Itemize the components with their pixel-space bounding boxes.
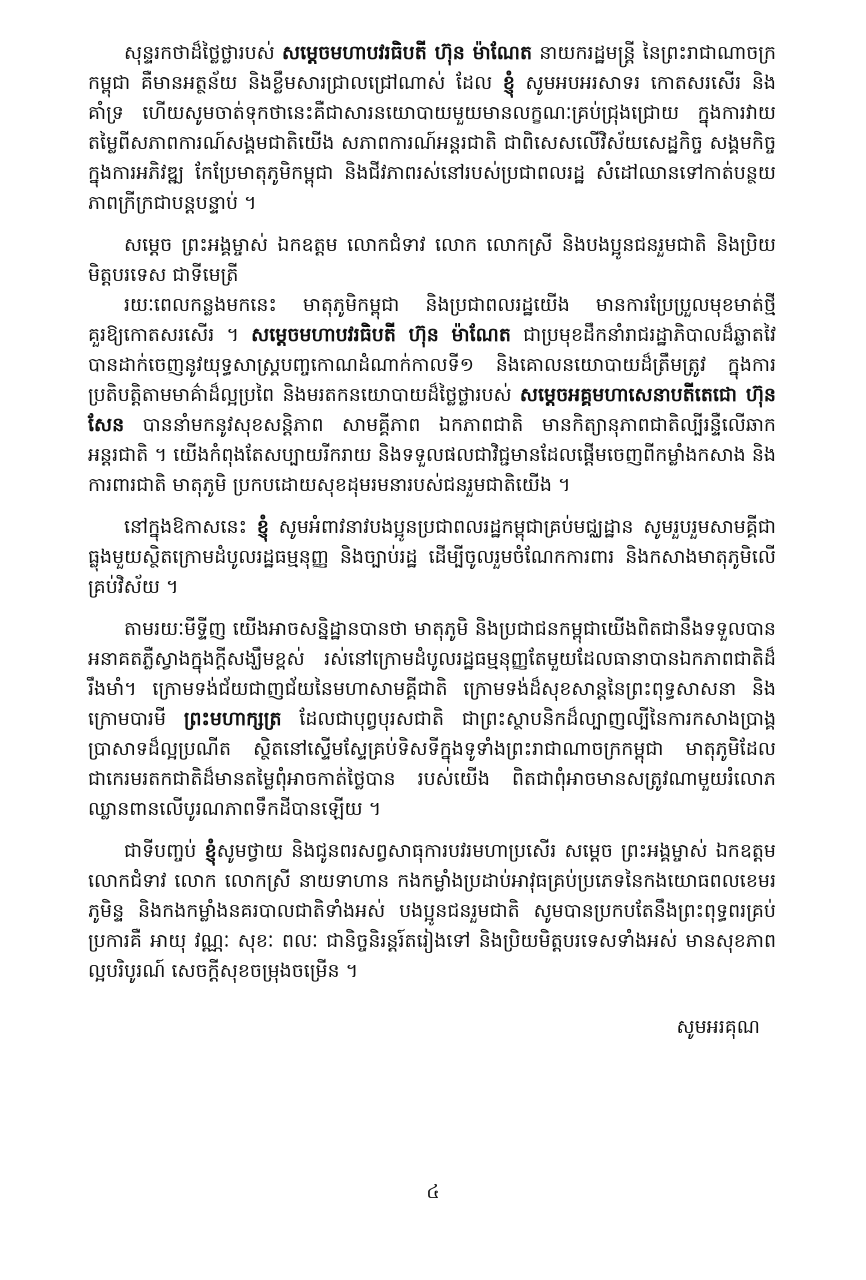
bold-name-pm: សម្ដេចមហាបវរធិបតី ហ៊ុន ម៉ាណែត bbox=[251, 324, 511, 346]
text-segment: នៅក្នុងឱកាសនេះ bbox=[124, 516, 257, 538]
text-segment: សម្ដេច ព្រះអង្គម្ចាស់ ឯកឧត្តម លោកជំទាវ លោក លោកស្រី និងបងប្អូនជនរួមជាតិ និងប្រិយមិត្តបរទេស ជាទីមេត្រី bbox=[88, 234, 776, 286]
text-segment: ដែលជាបុព្វបុរសជាតិ ជាព្រះស្ថាបនិកដ៏ល្បាញល្បីនៃការកសាងប្រាង្គប្រាសាទដ៏ល្អប្រណីត ស្ថិតនៅស្ទើមស្ទែគ្រប់ទិសទីក្នុងទូទាំងព្រះរាជាណាចក្រកម្ពុជា មាតុភូមិដែលជាកេរមរតកជាតិដ៏មានតម្លៃពុំអាចកាត់ថ្លៃបាន របស់យើង ពិតជាពុំអាចមានសត្រូវណាមួយរំលោភឈ្លានពានលើបូរណភាពទឹកដីបានឡើយ ។ bbox=[88, 708, 776, 820]
bold-name-hun-sen: សម្ដេចអគ្គមហាសេនាបតីតេជោ ហ៊ុន សែន bbox=[88, 384, 776, 436]
bold-pronoun: ខ្ញុំ bbox=[256, 516, 269, 538]
text-segment: តាមរយៈមីទ្ទីញ យើងអាចសន្និដ្ឋានបានថា មាតុភូមិ និងប្រជាជនកម្ពុជាយើងពិតជានឹងទទួលបានអនាគតភ្លឺស្វាងក្នុងក្ដីសង្ឃឹមខ្ពស់ រស់នៅក្រោមដំបូលរដ្ឋធម្មនុញ្ញតែមួយដែលធានាបានឯកភាពជាតិដ៏រឹងមាំ។ ក្រោមទង់ជ័យជាញជ័យនៃមហាសាមគ្គីជាតិ ក្រោមទង់ដ៏សុខសាន្តនៃព្រះពុទ្ធសាសនា និងក្រោមបារមី bbox=[88, 618, 776, 730]
text-segment: សុន្ទរកថាដ៏ថ្លៃថ្លារបស់ bbox=[124, 42, 283, 64]
paragraph-1 bbox=[88, 38, 776, 218]
text-segment: សូមថ្វាយ និងជូនពរសព្វសាធុការបវរមហាប្រសើរ សម្ដេច ព្រះអង្គម្ចាស់ ឯកឧត្តម លោកជំទាវ លោក លោកស្រី នាយទាហាន កងកម្លាំងប្រដាប់អាវុធគ្រប់ប្រភេទនៃកងយោធពលខេមរភូមិន្ទ និងកងកម្លាំងនគរបាលជាតិទាំងអស់ បងប្អូនជនរួមជាតិ សូមបានប្រកបតែនឹងព្រះពុទ្ធពរគ្រប់ប្រការគឺ អាយុ វណ្ណៈ សុខៈ ពលៈ ជានិច្ចនិរន្តរ៍តរៀងទៅ និងប្រិយមិត្តបរទេសទាំងអស់ មានសុខភាពល្អបរិបូរណ៍ សេចក្ដីសុខចម្រុងចម្រើន ។ bbox=[88, 840, 776, 982]
bold-pronoun: ខ្ញុំ bbox=[502, 72, 515, 94]
text-segment: នាយករដ្ឋមន្ត្រី នៃព្រះរាជាណាចក្រកម្ពុជា គឺមានអត្ថន័យ និងខ្លឹមសារជ្រាលជ្រៅណាស់ ដែល bbox=[88, 42, 777, 94]
body-text bbox=[88, 38, 776, 998]
text-segment: ជាទីបញ្ចប់ bbox=[124, 840, 205, 862]
bold-king: ព្រះមហាក្សត្រ bbox=[183, 708, 282, 730]
page-number: ៤ bbox=[426, 1181, 440, 1203]
paragraph-6 bbox=[88, 836, 776, 986]
paragraph-4 bbox=[88, 512, 776, 602]
text-segment: សូមអបអរសាទរ កោតសរសើរ និងគាំទ្រ ហើយសូមចាត់ទុកថានេះគឺជាសារនយោបាយមួយមានលក្ខណៈគ្រប់ជ្រុងជ្រោយ ក្នុងការវាយតម្លៃពីសភាពការណ៍សង្គមជាតិយើង សភាពការណ៍អន្តរជាតិ ជាពិសេសលើវិស័យសេដ្ឋកិច្ច សង្គមកិច្ចក្នុងការអភិវឌ្ឍ កែប្រែមាតុភូមិកម្ពុជា និងជីវភាពរស់នៅរបស់ប្រជាពលរដ្ឋ សំដៅឈានទៅកាត់បន្ថយភាពក្រីក្រជាបន្តបន្ទាប់ ។ bbox=[88, 72, 776, 214]
text-segment: រយៈពេលកន្លងមកនេះ មាតុភូមិកម្ពុជា និងប្រជាពលរដ្ឋយើង មានការប្រែប្រួលមុខមាត់ថ្មីគួរឱ្យកោតសរសើរ ។ bbox=[88, 294, 776, 346]
bold-name-pm: សម្ដេចមហាបវរធិបតី ហ៊ុន ម៉ាណែត bbox=[282, 42, 533, 64]
paragraph-3 bbox=[88, 290, 776, 500]
paragraph-5 bbox=[88, 614, 776, 824]
text-segment: សូមអំពាវនាវបងប្អូនប្រជាពលរដ្ឋកម្ពុជាគ្រប់មជ្ឈដ្ឋាន សូមរួបរួមសាមគ្គីជាធ្លុងមួយស្ថិតក្រោមដំបូលរដ្ឋធម្មនុញ្ញ និងច្បាប់រដ្ឋ ដើម្បីចូលរួមចំណែកការពារ និងកសាងមាតុភូមិលើគ្រប់វិស័យ ។ bbox=[88, 516, 777, 598]
closing-thanks: សូមអរគុណ bbox=[676, 1016, 760, 1038]
text-segment: បាននាំមកនូវសុខសន្តិភាព សាមគ្គីភាព ឯកភាពជាតិ មានកិត្យានុភាពជាតិល្បីរន្ទឺលើឆាកអន្តរជាតិ ។ យើងកំពុងតែសប្បាយរីករាយ និងទទួលផលជាវិជ្ជមានដែលផ្ដើមចេញពីកម្លាំងកសាង និងការពារជាតិ មាតុភូមិ ប្រកបដោយសុខដុមរមនារបស់ជនរួមជាតិយើង ។ bbox=[88, 414, 776, 496]
text-segment: ជាប្រមុខដឹកនាំរាជរដ្ឋាភិបាលដ៏ឆ្លាតវៃ បានដាក់ចេញនូវយុទ្ធសាស្រ្តបញ្ចកោណដំណាក់កាលទី១ និងគោលនយោបាយដ៏ត្រឹមត្រូវ ក្នុងការប្រតិបត្តិតាមមាគ៌ាដ៏ល្អប្រពៃ និងមរតកនយោបាយដ៏ថ្លៃថ្លារបស់ bbox=[88, 324, 776, 406]
bold-pronoun: ខ្ញុំ bbox=[204, 840, 217, 862]
paragraph-2-salutation bbox=[88, 230, 776, 290]
